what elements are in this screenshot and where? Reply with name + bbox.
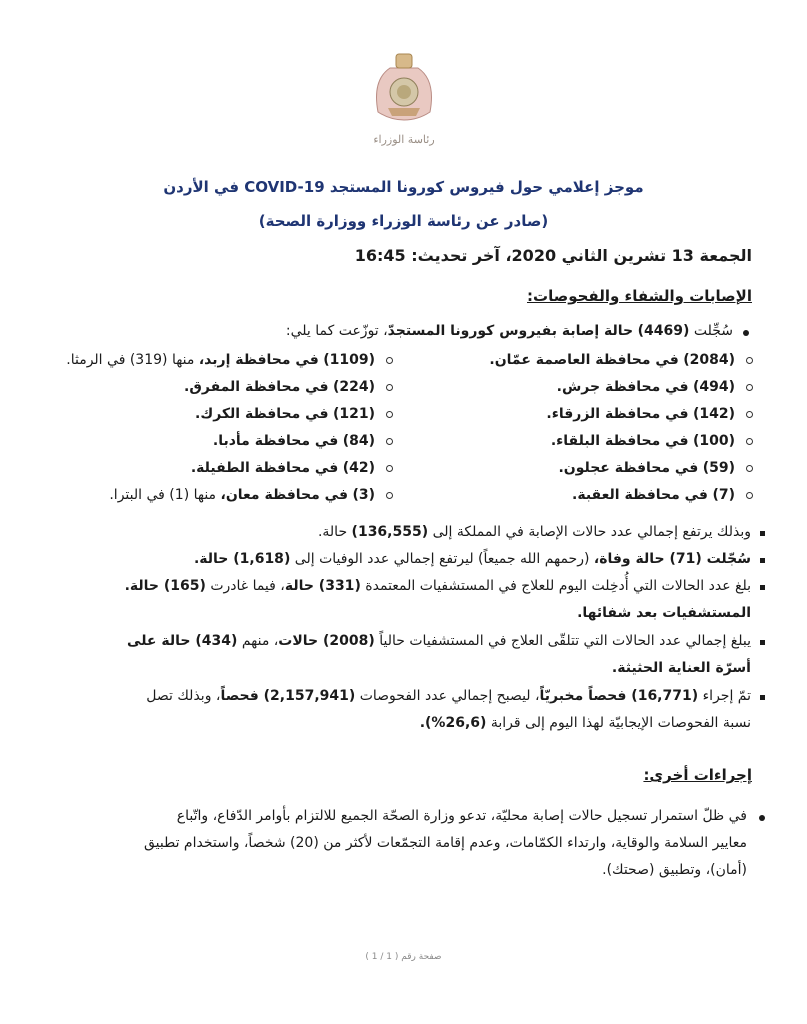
hospital-admissions-text — [48, 573, 751, 627]
tests-total-value: (2,157,941) فحصاً — [220, 688, 356, 704]
under-treatment-text — [48, 628, 751, 682]
positivity-value: (26,6%). — [419, 715, 487, 731]
bullet-dot — [759, 815, 765, 821]
governorate-label: في محافظة الزرقاء. — [546, 406, 689, 422]
emblem-caption: رئاسة الوزراء — [373, 133, 435, 146]
measures-line-2: معايير السلامة والوقاية، وارتداء الكمّامات، وعدم إقامة التجمّعات لأكثر من (20) شخصاً، واستخدام تطبيق — [143, 835, 747, 851]
measures-line-1: في ظلّ استمرار تسجيل حالات إصابة محليّة، تدعو وزارة الصحّة الجميع للالتزام بأوامر الدّفاع، واتّباع — [176, 808, 747, 824]
governorate-item — [213, 431, 375, 451]
treatment-middle: ، منهم — [237, 633, 279, 649]
tests-text — [48, 683, 751, 737]
governorate-item — [551, 431, 735, 451]
section-heading-infections: الإصابات والشفاء والفحوصات: — [527, 287, 752, 305]
bullet-square — [760, 640, 765, 645]
hollow-bullet — [746, 411, 753, 418]
governorate-label: في محافظة الطفيلة. — [190, 460, 339, 476]
total-infections-suffix: حالة. — [317, 524, 352, 540]
intro-suffix: ، توزّعت كما يلي: — [285, 323, 388, 339]
hollow-bullet — [746, 357, 753, 364]
governorate-label: في محافظة معان، — [220, 487, 348, 503]
governorate-label: في محافظة عجلون. — [558, 460, 699, 476]
governorate-label: في محافظة المفرق. — [184, 379, 329, 395]
governorate-count: (100) — [692, 433, 735, 449]
intro-count: (4469) — [637, 323, 690, 339]
hollow-bullet — [386, 492, 393, 499]
tests-suffix: ، وبذلك تصل — [146, 688, 221, 704]
total-infections-text — [318, 519, 751, 546]
hollow-bullet — [386, 357, 393, 364]
icu-suffix: أسرّة العناية الحثيثة. — [611, 660, 751, 676]
dateline: الجمعة 13 تشرين الثاني 2020، آخر تحديث: 16:45 — [354, 246, 752, 265]
hollow-bullet — [746, 492, 753, 499]
icu-value: (434) حالة على — [127, 633, 238, 649]
discharges-suffix: المستشفيات بعد شفائها. — [577, 605, 751, 621]
admissions-value: (331) حالة — [284, 578, 361, 594]
governorate-label: في محافظة البلقاء. — [550, 433, 689, 449]
governorate-label: في محافظة الكرك. — [195, 406, 329, 422]
governorate-count: (3) — [352, 487, 375, 503]
discharges-value: (165) حالة. — [124, 578, 206, 594]
governorate-item — [191, 458, 375, 478]
deaths-middle: (رحمهم الله جميعاً) ليرتفع إجمالي عدد الوفيات إلى — [290, 551, 594, 567]
governorate-item — [572, 485, 735, 505]
deaths-today: سُجّلت (71) حالة وفاة، — [593, 551, 751, 567]
treatment-prefix: يبلغ إجمالي عدد الحالات التي تتلقّى العلاج في المستشفيات حالياً — [374, 633, 751, 649]
bullet-square — [760, 585, 765, 590]
governorate-item — [66, 350, 375, 370]
positivity-prefix: نسبة الفحوصات الإيجابيّة لهذا اليوم إلى قرابة — [486, 715, 751, 731]
admissions-prefix: بلغ عدد الحالات التي أُدخِلت اليوم للعلاج في المستشفيات المعتمدة — [360, 578, 751, 594]
governorate-item — [546, 404, 735, 424]
intro-bold-text: حالة إصابة بفيروس كورونا المستجدّ — [387, 323, 634, 339]
governorate-label: في محافظة مأدبا. — [212, 433, 339, 449]
governorate-item — [558, 458, 735, 478]
governorate-label: في محافظة العقبة. — [572, 487, 708, 503]
infections-intro — [286, 321, 733, 341]
document-title: موجز إعلامي حول فيروس كورونا المستجد COVID-19 في الأردن — [163, 178, 644, 196]
intro-prefix: سُجِّلت — [693, 323, 733, 339]
governorate-item — [557, 377, 735, 397]
hollow-bullet — [746, 438, 753, 445]
hollow-bullet — [386, 411, 393, 418]
treatment-value: (2008) حالات — [278, 633, 375, 649]
governorate-count: (1109) — [323, 352, 375, 368]
governorate-count: (224) — [332, 379, 375, 395]
hollow-bullet — [386, 465, 393, 472]
page-number: صفحة رقم ( 1 / 1 ) — [365, 952, 442, 962]
governorate-item — [184, 377, 375, 397]
bullet-square — [760, 558, 765, 563]
governorate-label: في محافظة العاصمة عمّان. — [489, 352, 679, 368]
governorate-extra: منها (319) في الرمثا. — [66, 352, 199, 368]
governorate-count: (494) — [692, 379, 735, 395]
governorate-extra: منها (1) في البترا. — [109, 487, 221, 503]
tests-today-value: (16,771) فحصاً مخبريّاً — [539, 688, 699, 704]
deaths-total: (1,618) حالة. — [193, 551, 291, 567]
hollow-bullet — [386, 438, 393, 445]
section-heading-measures: إجراءات أخرى: — [643, 766, 752, 784]
governorate-count: (7) — [712, 487, 735, 503]
bullet-square — [760, 695, 765, 700]
governorate-label: في محافظة إربد، — [198, 352, 319, 368]
governorate-count: (142) — [692, 406, 735, 422]
hollow-bullet — [386, 384, 393, 391]
governorate-item — [109, 485, 375, 505]
measures-text — [48, 803, 747, 884]
governorate-item — [195, 404, 375, 424]
hollow-bullet — [746, 384, 753, 391]
governorate-count: (42) — [342, 460, 375, 476]
governorate-count: (2084) — [683, 352, 735, 368]
governorate-count: (121) — [332, 406, 375, 422]
bullet-dot — [743, 330, 749, 336]
total-infections-prefix: وبذلك يرتفع إجمالي عدد حالات الإصابة في المملكة إلى — [428, 524, 751, 540]
total-infections-value: (136,555) — [351, 524, 429, 540]
tests-prefix: تمّ إجراء — [698, 688, 751, 704]
hollow-bullet — [746, 465, 753, 472]
bullet-square — [760, 531, 765, 536]
governorate-count: (59) — [702, 460, 735, 476]
measures-line-3: (أمان)، وتطبيق (صحتك). — [602, 862, 747, 878]
tests-middle: ، ليصبح إجمالي عدد الفحوصات — [355, 688, 540, 704]
governorate-count: (84) — [342, 433, 375, 449]
document-subtitle: (صادر عن رئاسة الوزراء ووزارة الصحة) — [258, 212, 549, 230]
admissions-middle: ، فيما غادرت — [205, 578, 285, 594]
governorate-label: في محافظة جرش. — [556, 379, 689, 395]
deaths-text — [194, 546, 751, 573]
governorate-item — [489, 350, 735, 370]
